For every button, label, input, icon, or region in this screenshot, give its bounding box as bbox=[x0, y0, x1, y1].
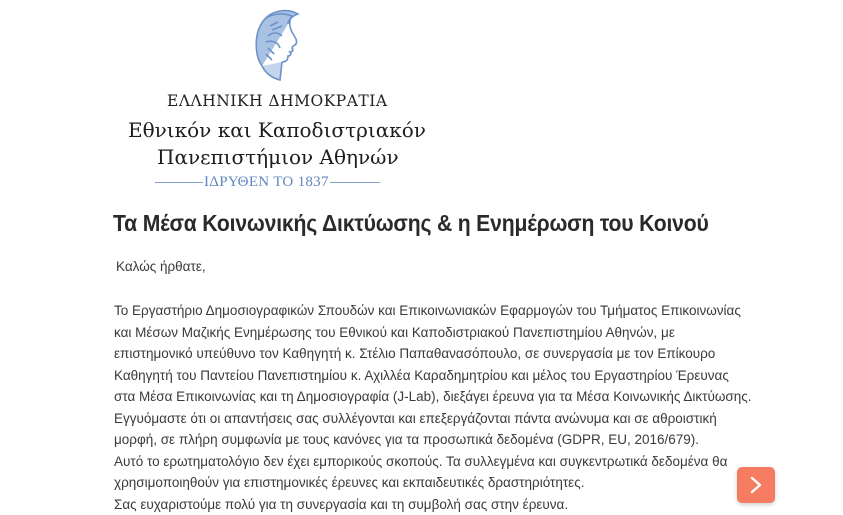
intro-line: μορφή, σε πλήρη συμφωνία με τους κανόνες για τα προσωπικά δεδομένα (GDPR, EU, 2016/679). bbox=[114, 432, 700, 447]
welcome-text: Καλώς ήρθατε, bbox=[116, 259, 206, 274]
intro-line: στα Μέσα Επικοινωνίας και τη Δημοσιογραφία (J-Lab), διεξάγει έρευνα για τα Μέσα Κοινωνικής Δικτύωσης. bbox=[114, 389, 752, 404]
intro-line: χρησιμοποιηθούν για επιστημονικές έρευνες και εκπαιδευτικές δραστηριότητες. bbox=[114, 475, 585, 490]
intro-line: Καθηγητή του Παντείου Πανεπιστημίου κ. Αχιλλέα Καραδημητρίου και μέλος του Εργαστηρίου Έρευνας bbox=[114, 367, 729, 383]
logo-founded bbox=[155, 174, 380, 191]
intro-line: επιστημονικό υπεύθυνο τον Καθηγητή κ. Στέλιο Παπαθανασόπουλο, σε συνεργασία με τον Επίκουρο bbox=[114, 346, 716, 361]
logo-university-name-line1: Εθνικόν και Καποδιστριακόν bbox=[128, 118, 426, 142]
intro-line: και Μέσων Μαζικής Ενημέρωσης του Εθνικού και Καποδιστριακού Πανεπιστημίου Αθηνών, με bbox=[114, 324, 675, 340]
intro-line: Εγγυόμαστε ότι οι απαντήσεις σας συλλέγονται και επεξεργάζονται πάντα ανώνυμα και σε αθροιστική bbox=[114, 410, 717, 426]
logo-republic-text: ΕΛΛΗΝΙΚΗ ΔΗΜΟΚΡΑΤΙΑ bbox=[167, 92, 388, 110]
divider bbox=[330, 182, 380, 183]
chevron-right-icon bbox=[748, 476, 764, 494]
footer-caption bbox=[668, 509, 778, 515]
divider bbox=[155, 182, 203, 183]
intro-line: Το Εργαστήριο Δημοσιογραφικών Σπουδών και Επικοινωνιακών Εφαρμογών του Τμήματος Επικοινωνίας bbox=[114, 303, 741, 318]
athena-emblem-icon bbox=[248, 6, 306, 86]
logo-university-name-line2: Πανεπιστήμιον Αθηνών bbox=[157, 145, 399, 169]
logo-founded-text: ΙΔΡΥΘΕΝ ΤΟ 1837 bbox=[204, 174, 329, 190]
intro-line: Αυτό το ερωτηματολόγιο δεν έχει εμπορικούς σκοπούς. Τα συλλεγμένα και συγκεντρωτικά δεδομένα θα bbox=[114, 453, 728, 469]
page-title: Τα Μέσα Κοινωνικής Δικτύωσης & η Ενημέρωση του Κοινού bbox=[113, 210, 709, 236]
next-button[interactable] bbox=[737, 467, 775, 503]
survey-intro-text bbox=[114, 300, 774, 515]
intro-line: Σας ευχαριστούμε πολύ για τη συνεργασία και τη συμβολή σας στην έρευνα. bbox=[114, 496, 569, 512]
